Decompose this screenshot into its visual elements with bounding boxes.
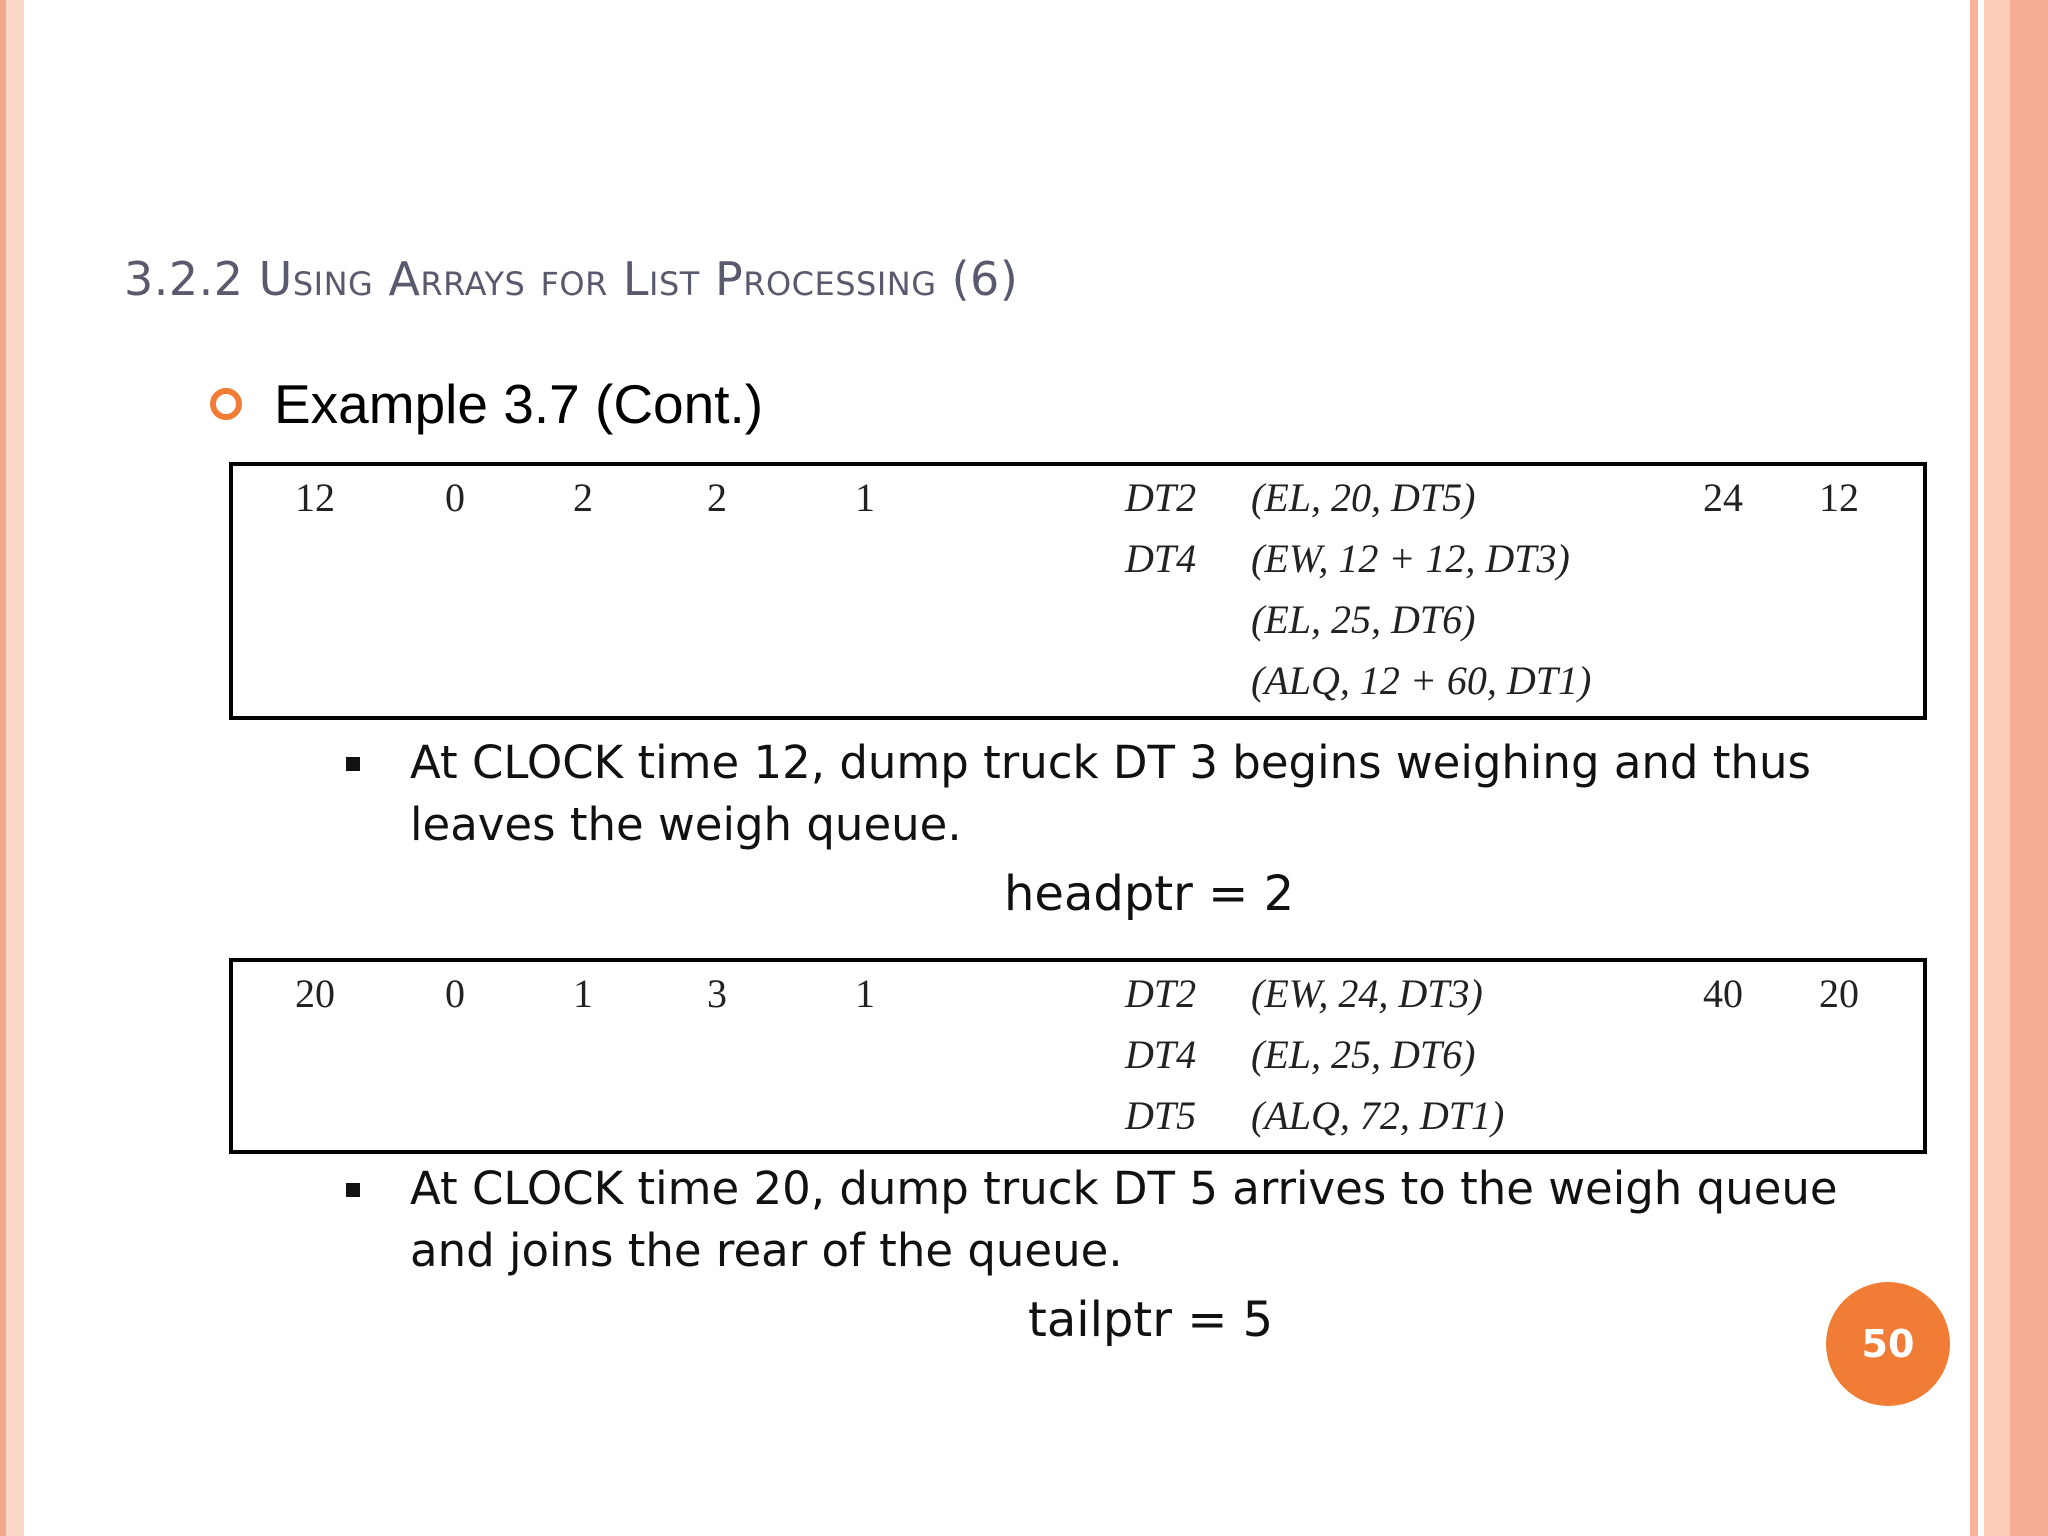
table-row bbox=[233, 466, 1923, 527]
table-cell: 1 bbox=[573, 971, 593, 1016]
event-entry: (EL, 20, DT5) bbox=[1251, 475, 1476, 520]
table-row bbox=[233, 649, 1923, 710]
stat-cell: 12 bbox=[1819, 475, 1859, 520]
headptr-equation: headptr = 2 bbox=[1004, 866, 1295, 922]
stat-cell: 20 bbox=[1819, 971, 1859, 1016]
table-row bbox=[233, 588, 1923, 649]
table-cell: 1 bbox=[855, 971, 875, 1016]
table-cell-clock: 20 bbox=[295, 971, 335, 1016]
table-cell-clock: 12 bbox=[295, 475, 335, 520]
system-state-table-2 bbox=[229, 958, 1927, 1154]
table-cell: 2 bbox=[573, 475, 593, 520]
table-row bbox=[233, 962, 1923, 1023]
table-cell: 0 bbox=[445, 971, 465, 1016]
event-entry: (EL, 25, DT6) bbox=[1251, 1032, 1476, 1077]
left-border-decoration bbox=[0, 0, 24, 1536]
queue-entry: DT2 bbox=[1125, 475, 1197, 520]
event-entry: (ALQ, 12 + 60, DT1) bbox=[1251, 658, 1592, 703]
table-row bbox=[233, 1084, 1923, 1145]
table-cell: 2 bbox=[707, 475, 727, 520]
square-bullet-icon bbox=[346, 757, 360, 771]
system-state-table-1 bbox=[229, 462, 1927, 720]
square-bullet-icon bbox=[346, 1183, 360, 1197]
event-entry: (ALQ, 72, DT1) bbox=[1251, 1093, 1505, 1138]
main-bullet-text: Example 3.7 (Cont.) bbox=[274, 373, 764, 435]
queue-entry: DT2 bbox=[1125, 971, 1197, 1016]
ring-bullet-icon bbox=[210, 388, 242, 420]
note-bullet-2 bbox=[346, 1158, 1926, 1282]
stat-cell: 24 bbox=[1703, 475, 1743, 520]
page-number-badge: 50 bbox=[1826, 1282, 1950, 1406]
table-cell: 1 bbox=[855, 475, 875, 520]
tailptr-equation: tailptr = 5 bbox=[1028, 1292, 1274, 1348]
main-bullet bbox=[210, 372, 763, 436]
stat-cell: 40 bbox=[1703, 971, 1743, 1016]
queue-entry: DT4 bbox=[1125, 536, 1197, 581]
event-entry: (EW, 12 + 12, DT3) bbox=[1251, 536, 1570, 581]
note-text: At CLOCK time 12, dump truck DT 3 begins weighing and thus leaves the weigh queue. bbox=[410, 736, 1811, 851]
table-row bbox=[233, 1023, 1923, 1084]
table-cell: 0 bbox=[445, 475, 465, 520]
note-bullet-1 bbox=[346, 732, 1926, 856]
event-entry: (EW, 24, DT3) bbox=[1251, 971, 1483, 1016]
queue-entry: DT4 bbox=[1125, 1032, 1197, 1077]
event-entry: (EL, 25, DT6) bbox=[1251, 597, 1476, 642]
note-text: At CLOCK time 20, dump truck DT 5 arrives to the weigh queue and joins the rear of the queue. bbox=[410, 1162, 1838, 1277]
slide-title: 3.2.2 Using Arrays for List Processing (6) bbox=[124, 252, 1019, 306]
table-row bbox=[233, 527, 1923, 588]
right-border-decoration bbox=[1964, 0, 2048, 1536]
queue-entry: DT5 bbox=[1125, 1093, 1197, 1138]
table-cell: 3 bbox=[707, 971, 727, 1016]
